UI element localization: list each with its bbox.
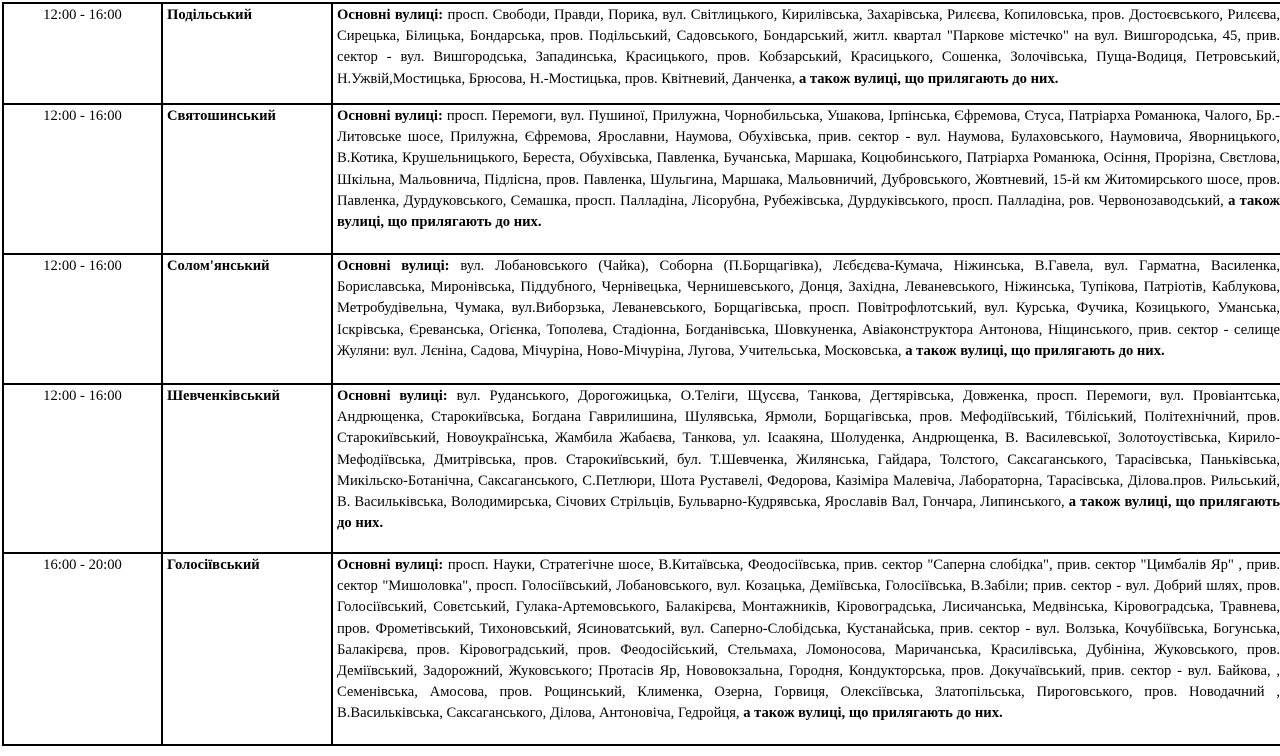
streets-text: вул. Руданського, Дорогожицька, О.Теліги, Щусєва, Танкова, Дегтярівська, Довженка, просп. Перемоги, вул. Провіантська, Андрющенка, Старокиївська, Богдана Гаврилишина, Шулявська, Ярмоли, Борщагівська, пров. Мефодіївський, Тбіліський, Політехнічний, пров. Старокиївський, Новоукраїнська, Жамбила Жабаєва, Танкова, ул. Ісаакяна, Шолуденка, Андрющенка, В. Василевської, Золотоустівська, Кирило-Мефодіївська, Дмитрівська, пров. Старокиївський, бул. Т.Шевченка, Жилянська, Гайдара, Толстого, Саксаганського, Тарасівська, Паньківська, Микільско-Ботанічна, Саксаганського, С.Петлюри, Шота Руставелі, Федорова, Казіміра Малевіча, Лабораторна, Тарасівська, Ділова.пров. Рильський, В. Васильківська, Володимирська, Січових Стрільців, Бульварно-Кудрявська, Ярославів Вал, Гончара, Липинського,	[337, 388, 1280, 511]
district-name-cell: Святошинський	[162, 104, 332, 254]
outage-schedule-table-wrap	[2, 2, 1278, 746]
streets-label: Основні вулиці:	[337, 557, 444, 573]
streets-adjacent-note: а також вулиці, що прилягають до них.	[798, 70, 1059, 87]
streets-list-cell	[332, 553, 1280, 745]
streets-adjacent-note: а також вулиці, що прилягають до них.	[337, 192, 1280, 231]
streets-label: Основні вулиці:	[337, 108, 443, 124]
time-range-cell: 12:00 - 16:00	[3, 3, 162, 104]
time-range-cell: 12:00 - 16:00	[3, 254, 162, 384]
table-row	[3, 384, 1280, 553]
time-range-cell: 16:00 - 20:00	[3, 553, 162, 745]
table-row	[3, 104, 1280, 254]
table-row	[3, 254, 1280, 384]
district-name-cell: Солом'янський	[162, 254, 332, 384]
streets-adjacent-note: а також вулиці, що прилягають до них.	[337, 494, 1280, 532]
streets-list-cell	[332, 104, 1280, 254]
streets-text: вул. Лобановського (Чайка), Соборна (П.Борщагівка), Лєбєдєва-Кумача, Ніжинська, В.Гавела, вул. Гарматна, Василенка, Бориславська, Миронівська, Піддубного, Чернівецька, Чернишевського, Донця, Західна, Леваневського, Ніжинська, Тупікова, Патріотів, Каблукова, Метробудівельна, Чумака, вул.Виборзька, Леваневського, Борщагівська, просп. Повітрофлотський, вул. Курська, Фучика, Козицького, Уманська, Іскрівська, Єреванська, Огієнка, Тополева, Стадіонна, Богданівська, Шовкуненка, Авіаконструктора Антонова, Ніщинського, прив. сектор - селище Жуляни: вул. Лєніна, Садова, Мічуріна, Ново-Мічуріна, Лугова, Учительська, Московська,	[337, 258, 1280, 359]
table-row	[3, 3, 1280, 104]
time-range-cell: 12:00 - 16:00	[3, 104, 162, 254]
streets-list-cell	[332, 3, 1280, 104]
streets-label: Основні вулиці:	[337, 7, 444, 23]
streets-label: Основні вулиці:	[337, 258, 450, 274]
district-name-cell: Подільський	[162, 3, 332, 104]
time-range-cell: 12:00 - 16:00	[3, 384, 162, 553]
outage-schedule-table	[2, 2, 1280, 746]
table-row	[3, 553, 1280, 745]
streets-list-cell	[332, 384, 1280, 553]
streets-list-cell	[332, 254, 1280, 384]
streets-text: просп. Науки, Стратегічне шосе, В.Китаївська, Феодосіївська, прив. сектор "Саперна слобідка", прив. сектор "Цимбалів Яр" , прив. сектор "Мишоловка", просп. Голосіївський, Лобановського, вул. Козацька, Деміївська, Голосіївська, В.Забіли; прив. сектор - вул. Добрий шлях, пров. Голосіївський, Совєтський, Гулака-Артемовського, Балакірєва, Монтажників, Кіровоградська, Лисичанська, Медвінська, Кіровоградська, Травнева, пров. Фрометівський, Тихоновський, Ясиноватський, вул. Саперно-Слобідська, Кустанайська, прив. сектор - вул. Волзька, Кочубіївська, Богунська, Балакірєва, пров. Кіровоградський, пров. Феодосійський, Стельмаха, Ломоносова, Маричанська, Красилівська, Дубініна, Жуковського, пров. Деміївський, Задорожний, Жуковського; Протасів Яр, Нововокзальна, Городня, Кондукторська, пров. Докучаївський, прив. сектор - вул. Байкова, , Семенівська, Амосова, пров. Рощинський, Клименка, Озерна, Горвиця, Олексіївська, Златопільська, Пироговського, пров. Новодачний , В.Васильківська, Саксаганського, Ділова, Антоновіча, Гедройця,	[337, 557, 1280, 722]
streets-adjacent-note: а також вулиці, що прилягають до них.	[905, 342, 1165, 359]
streets-adjacent-note: а також вулиці, що прилягають до них.	[743, 705, 1003, 722]
district-name-cell: Шевченківський	[162, 384, 332, 553]
district-name-cell: Голосіївський	[162, 553, 332, 745]
streets-text: просп. Перемоги, вул. Пушиної, Прилужна, Чорнобильська, Ушакова, Ірпінська, Єфремова, Стуса, Патріарха Романюка, Чалого, Бр.-Литовське шосе, Прилужна, Єфремова, Ярославни, Наумова, Обухівська, прив. сектор - вул. Наумова, Булаховського, Наумовича, Яворницького, В.Котика, Крушельницького, Береста, Обухівська, Павленка, Бучанська, Маршака, Коцюбинського, Патріарха Романюка, Осіння, Прорізна, Свєтлова, Шкільна, Мальовнича, Підлісна, пров. Павленка, Шульгина, Маршака, Мальовничий, Дубровського, Жовтневий, 15-й км Житомирського шосе, пров. Павленка, Дурдуковського, Семашка, просп. Палладіна, Лісорубна, Рубежівська, Дурдуківського, просп. Палладіна, ров. Червонозаводський,	[337, 108, 1280, 209]
streets-text: просп. Свободи, Правди, Порика, вул. Світлицького, Кирилівська, Захарівська, Рилєєва, Копиловська, пров. Достоєвського, Рилєєва, Сирецька, Білицька, Бондарська, пров. Подільський, Садовського, Бондарський, житл. квартал "Паркове містечко" на вул. Вишгородська, 45, прив. сектор - вул. Вишгородська, Западинська, Красицького, пров. Кобзарський, Красицького, Сошенка, Золочівська, Пуща-Водиця, Петровський, Н.Ужвій,Мостицька, Брюсова, Н.-Мостицька, пров. Квітневий, Данченка,	[337, 7, 1280, 87]
streets-label: Основні вулиці:	[337, 388, 448, 404]
